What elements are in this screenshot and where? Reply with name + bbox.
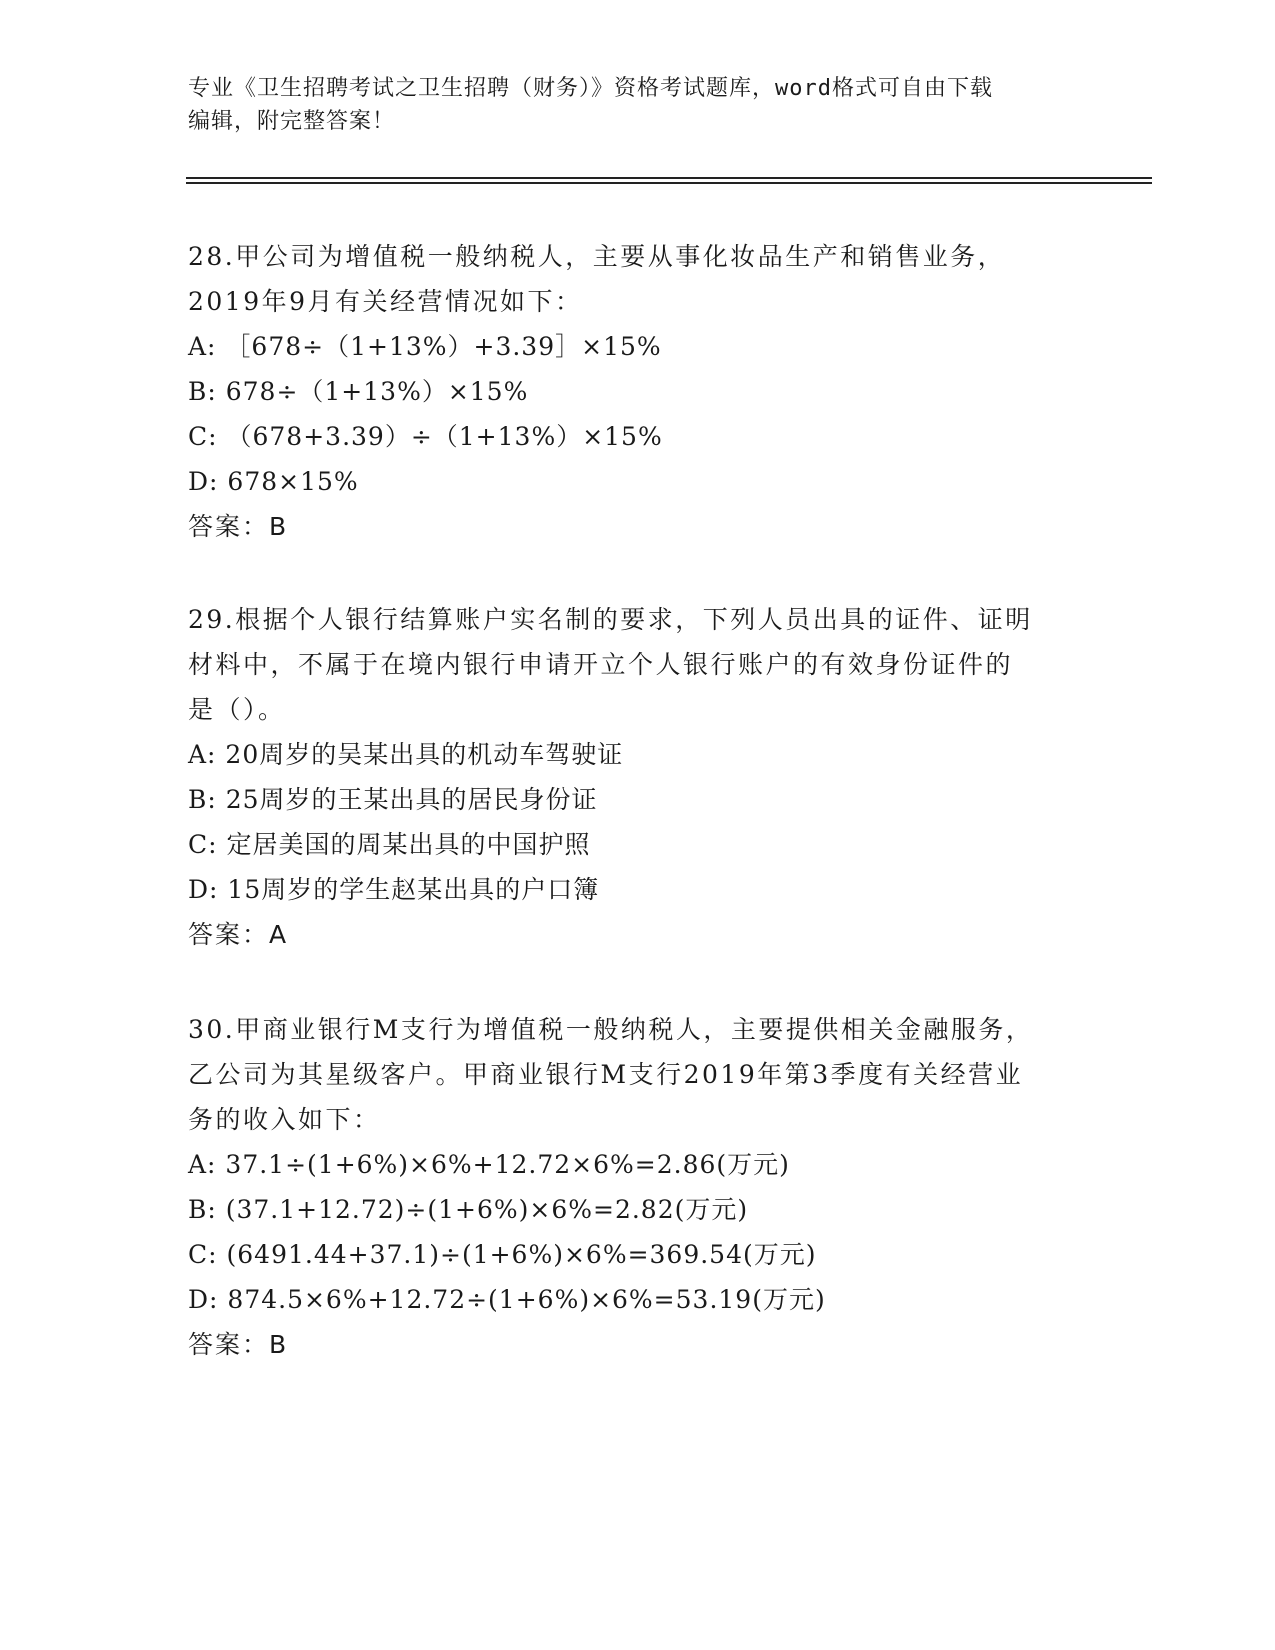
question-stem-line: 29.根据个人银行结算账户实名制的要求，下列人员出具的证件、证明 <box>188 605 1033 634</box>
answer-label: 答案：A <box>188 920 289 949</box>
question-stem-line: 是（）。 <box>188 695 286 724</box>
header-divider-bottom <box>186 182 1152 184</box>
question-29 <box>188 597 1088 957</box>
header-divider-top <box>186 177 1152 179</box>
question-30 <box>188 1007 1088 1367</box>
answer-label: 答案：B <box>188 512 289 541</box>
header-line-2: 编辑，附完整答案！ <box>188 109 396 134</box>
option-a: A: ［678÷（1+13%）+3.39］×15% <box>188 332 662 361</box>
option-a: A: 37.1÷(1+6%)×6%+12.72×6%=2.86(万元) <box>188 1150 790 1179</box>
header-line-1: 专业《卫生招聘考试之卫生招聘（财务）》资格考试题库，word格式可自由下载 <box>188 76 993 101</box>
option-d: D: 15周岁的学生赵某出具的户口簿 <box>188 875 600 904</box>
answer-label: 答案：B <box>188 1330 289 1359</box>
question-stem-line: 乙公司为其星级客户。甲商业银行M支行2019年第3季度有关经营业 <box>188 1060 1024 1089</box>
question-stem-line: 2019年9月有关经营情况如下： <box>188 287 583 316</box>
document-header <box>188 72 1068 138</box>
option-d: D: 678×15% <box>188 467 359 496</box>
question-stem-line: 28.甲公司为增值税一般纳税人，主要从事化妆品生产和销售业务， <box>188 242 1006 271</box>
option-c: C: 定居美国的周某出具的中国护照 <box>188 830 591 859</box>
question-stem-line: 30.甲商业银行M支行为增值税一般纳税人，主要提供相关金融服务， <box>188 1015 1034 1044</box>
question-stem-line: 务的收入如下： <box>188 1105 381 1134</box>
option-a: A: 20周岁的吴某出具的机动车驾驶证 <box>188 740 624 769</box>
option-c: C: （678+3.39）÷（1+13%）×15% <box>188 422 663 451</box>
option-b: B: 678÷（1+13%）×15% <box>188 377 529 406</box>
option-b: B: 25周岁的王某出具的居民身份证 <box>188 785 598 814</box>
option-c: C: (6491.44+37.1)÷(1+6%)×6%=369.54(万元) <box>188 1240 817 1269</box>
option-b: B: (37.1+12.72)÷(1+6%)×6%=2.82(万元) <box>188 1195 749 1224</box>
option-d: D: 874.5×6%+12.72÷(1+6%)×6%=53.19(万元) <box>188 1285 826 1314</box>
question-28 <box>188 234 1088 549</box>
question-stem-line: 材料中，不属于在境内银行申请开立个人银行账户的有效身份证件的 <box>188 650 1014 679</box>
